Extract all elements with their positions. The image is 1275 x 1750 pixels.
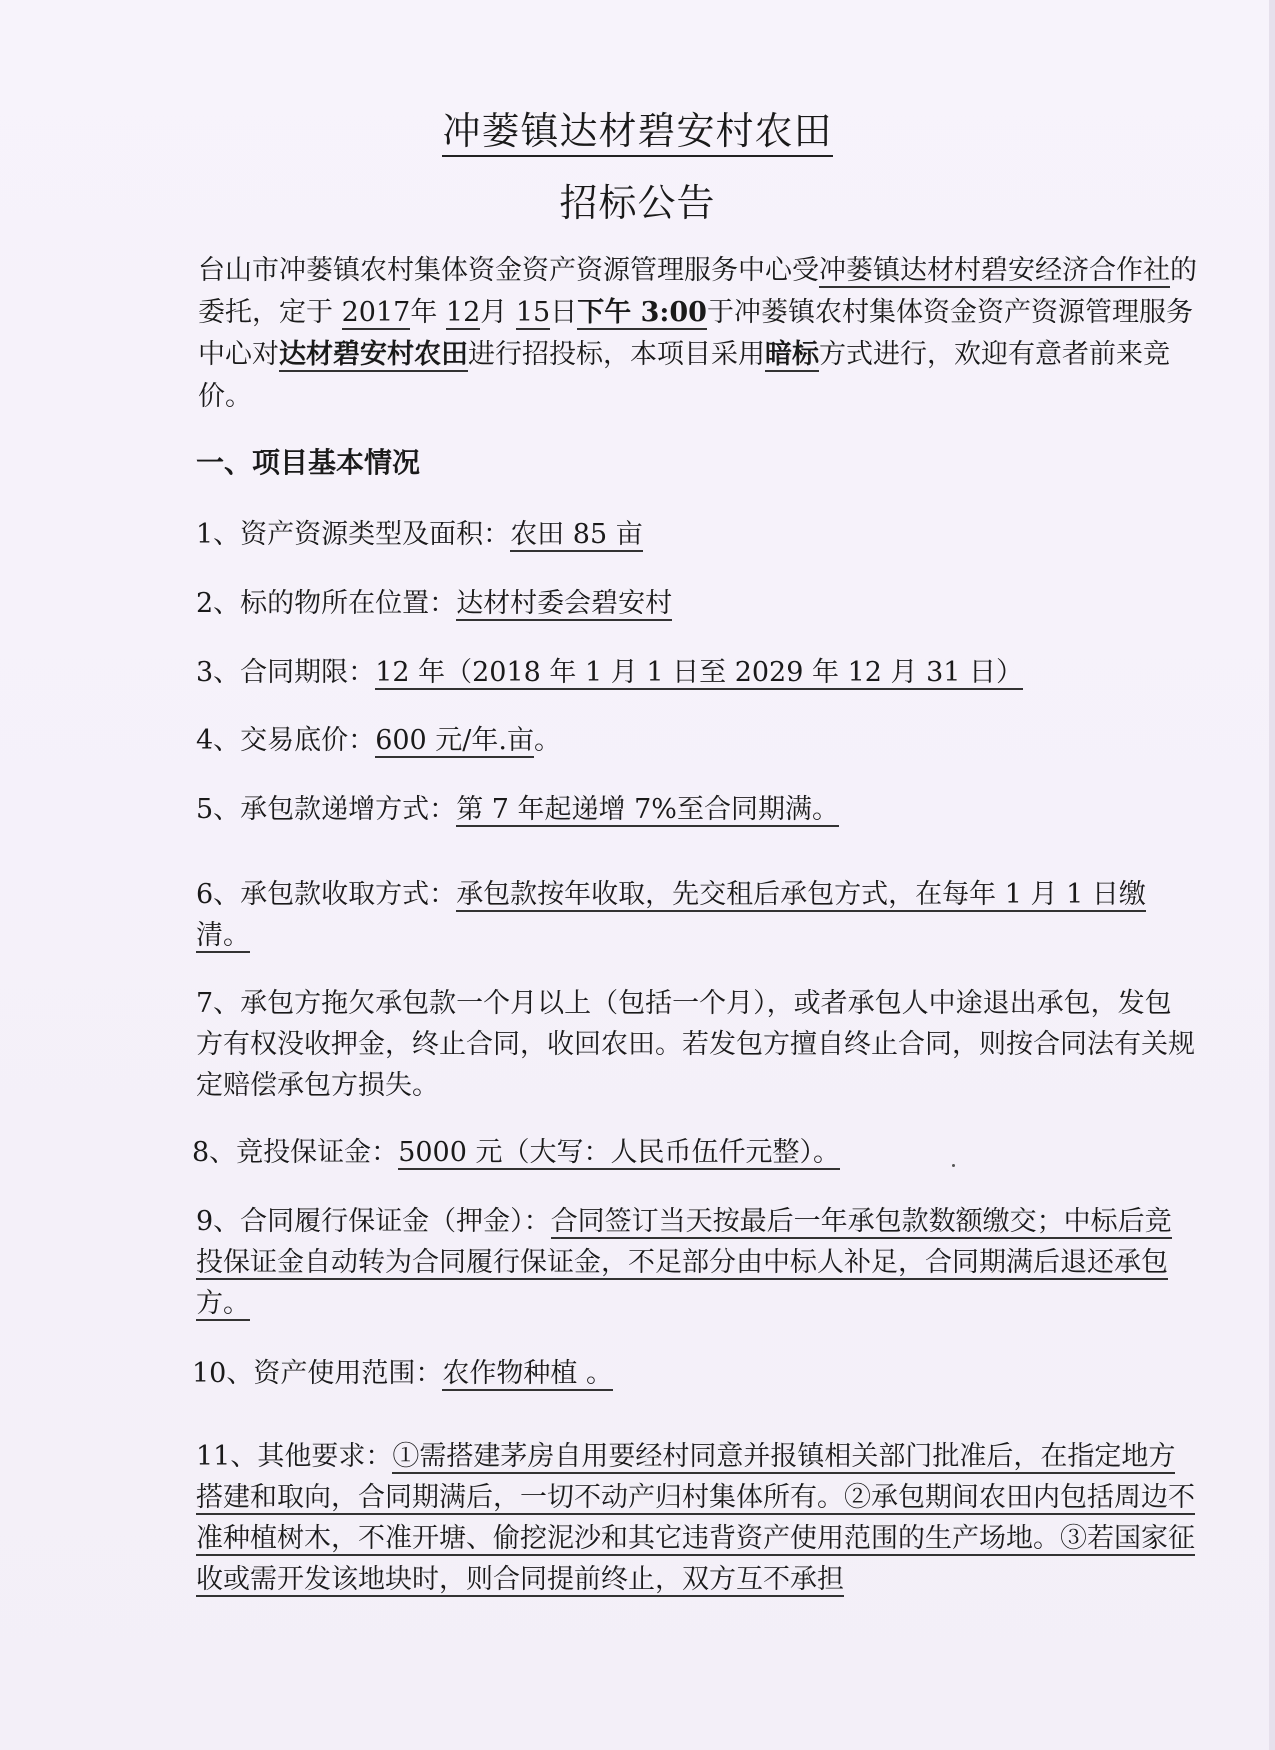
- project-name: 达材碧安村农田: [279, 339, 468, 370]
- item-5: 5、承包款递增方式：第 7 年起递增 7%至合同期满。: [196, 794, 839, 825]
- item-4: 4、交易底价：600 元/年.亩。: [196, 725, 561, 756]
- date-day: 15: [515, 297, 551, 328]
- document-subtitle: 招标公告: [559, 181, 716, 225]
- item-3: 3、合同期限：12 年（2018 年 1 月 1 日至 2029 年 12 月 31 日）: [196, 657, 1024, 688]
- date-year: 2017: [341, 297, 411, 328]
- item-1: 1、资产资源类型及面积：农田 85 亩: [196, 519, 643, 550]
- client-name: 冲蒌镇达材村碧安经济合作社: [819, 255, 1170, 286]
- item-11: 11、其他要求：①需搭建茅房自用要经村同意并报镇相关部门批准后，在指定地方搭建和取向，合同期满后，一切不动产归村集体所有。②承包期间农田内包括周边不准种植树木，不准开塘、偷挖泥沙和其它违背资产使用范围的生产场地。③若国家征收或需开发该地块时，则合同提前终止，双方互不承担: [196, 1441, 1195, 1595]
- item-9: 9、合同履行保证金（押金）：合同签订当天按最后一年承包款数额缴交；中标后竞投保证金自动转为合同履行保证金，不足部分由中标人补足，合同期满后退还承包方。: [196, 1206, 1172, 1319]
- item-6: 6、承包款收取方式：承包款按年收取，先交租后承包方式，在每年 1 月 1 日缴清。: [196, 879, 1146, 951]
- document-title: 冲蒌镇达材碧安村农田: [0, 100, 1275, 155]
- item-8: 8、竞投保证金：5000 元（大写：人民币伍仟元整）。: [192, 1137, 840, 1168]
- bid-method: 暗标: [765, 339, 819, 370]
- intro-paragraph: 台山市冲蒌镇农村集体资金资产资源管理服务中心受冲蒌镇达材村碧安经济合作社的委托，定于 2017年 12月 15日下午 3:00于冲蒌镇农村集体资金资产资源管理服务中心对达材碧安村农田进行招投标，本项目采用暗标方式进行，欢迎有意者前来竞价。: [198, 255, 1197, 412]
- bid-time: 下午 3:00: [577, 297, 707, 328]
- scan-speck: [952, 1164, 955, 1167]
- section-heading: 一、项目基本情况: [196, 446, 421, 479]
- item-7: 7、承包方拖欠承包款一个月以上（包括一个月），或者承包人中途退出承包，发包方有权没收押金，终止合同，收回农田。若发包方擅自终止合同，则按合同法有关规定赔偿承包方损失。: [196, 988, 1195, 1101]
- item-2: 2、标的物所在位置：达材村委会碧安村: [196, 588, 673, 619]
- item-10: 10、资产使用范围：农作物种植 。: [192, 1358, 613, 1389]
- date-month: 12: [445, 297, 481, 328]
